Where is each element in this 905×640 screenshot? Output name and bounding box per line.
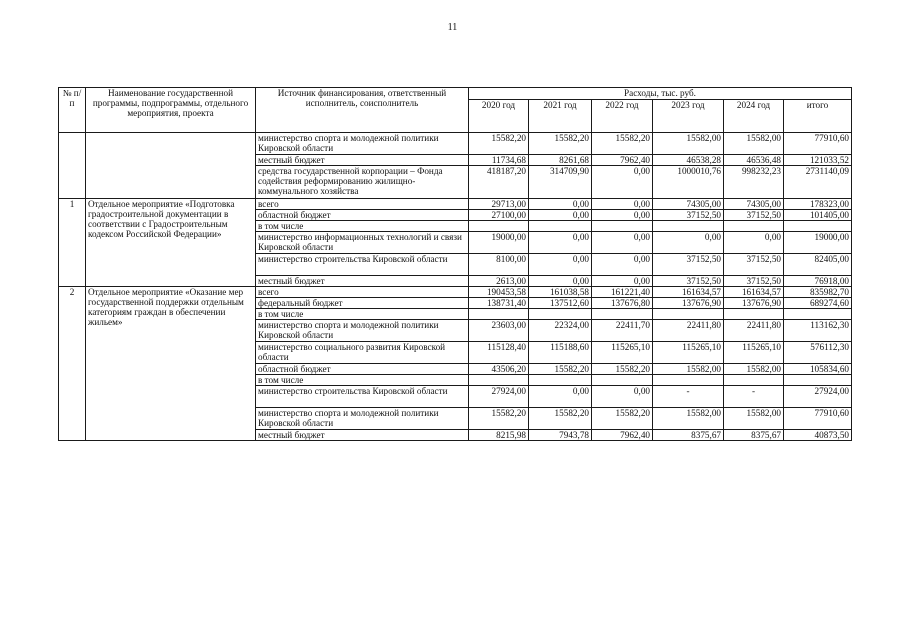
page-number: 11	[447, 22, 458, 33]
year-value-cell: 23603,00	[469, 320, 529, 342]
year-value-cell: 161038,58	[529, 287, 592, 298]
year-value-cell: 0,00	[592, 386, 653, 408]
total-cell: 77910,60	[784, 133, 852, 155]
header-year-2024: 2024 год	[724, 100, 784, 133]
funding-source: всего	[256, 287, 469, 298]
year-value-cell: 15582,20	[469, 133, 529, 155]
year-value-cell: 46538,28	[653, 155, 724, 166]
year-value-cell: 8100,00	[469, 254, 529, 276]
year-value-cell: 7962,40	[592, 155, 653, 166]
funding-source: федеральный бюджет	[256, 298, 469, 309]
year-value-cell: 115265,10	[653, 342, 724, 364]
year-value-cell	[469, 375, 529, 386]
year-value-cell	[529, 309, 592, 320]
year-value-cell	[653, 309, 724, 320]
year-value-cell: 15582,00	[724, 408, 784, 430]
year-value-cell: 22411,70	[592, 320, 653, 342]
funding-source: министерство спорта и молодежной политики Кировской области	[256, 320, 469, 342]
total-cell: 77910,60	[784, 408, 852, 430]
year-value-cell: 8375,67	[724, 430, 784, 441]
year-value-cell: 7962,40	[592, 430, 653, 441]
header-year-2020: 2020 год	[469, 100, 529, 133]
total-cell	[784, 221, 852, 232]
year-value-cell: 46536,48	[724, 155, 784, 166]
year-value-cell	[724, 375, 784, 386]
year-value-cell: 15582,20	[529, 408, 592, 430]
year-value-cell: 137676,80	[592, 298, 653, 309]
year-value-cell: 74305,00	[724, 199, 784, 210]
total-cell: 178323,00	[784, 199, 852, 210]
total-cell: 27924,00	[784, 386, 852, 408]
year-value-cell: 0,00	[653, 232, 724, 254]
year-value-cell: 37152,50	[653, 276, 724, 287]
year-value-cell: 22411,80	[724, 320, 784, 342]
row-number: 2	[59, 287, 86, 441]
year-value-cell: 11734,68	[469, 155, 529, 166]
year-value-cell	[592, 375, 653, 386]
year-value-cell: 0,00	[592, 166, 653, 199]
year-value-cell: 37152,50	[724, 210, 784, 221]
year-value-cell: 8375,67	[653, 430, 724, 441]
program-name: Отдельное мероприятие «Подготовка градостроительной документации в соответствии с Градостроительным кодексом Российской Федерации»	[86, 199, 256, 287]
funding-source: всего	[256, 199, 469, 210]
table-body	[59, 133, 852, 441]
funding-source: министерство спорта и молодежной политики Кировской области	[256, 133, 469, 155]
total-cell: 835982,70	[784, 287, 852, 298]
header-row-1	[59, 88, 852, 100]
year-value-cell: 29713,00	[469, 199, 529, 210]
year-value-cell: 27100,00	[469, 210, 529, 221]
year-value-cell: 8261,68	[529, 155, 592, 166]
program-name	[86, 133, 256, 199]
year-value-cell	[529, 375, 592, 386]
total-cell: 105834,60	[784, 364, 852, 375]
total-cell: 2731140,09	[784, 166, 852, 199]
year-value-cell	[469, 309, 529, 320]
year-value-cell: 115265,10	[592, 342, 653, 364]
year-value-cell: 0,00	[592, 210, 653, 221]
year-value-cell: 74305,00	[653, 199, 724, 210]
year-value-cell: 43506,20	[469, 364, 529, 375]
year-value-cell: 15582,00	[653, 364, 724, 375]
funding-source: министерство строительства Кировской области	[256, 386, 469, 408]
funding-source: министерство социального развития Кировской области	[256, 342, 469, 364]
budget-table	[58, 87, 852, 441]
year-value-cell: 137676,90	[724, 298, 784, 309]
row-number: 1	[59, 199, 86, 287]
year-value-cell: 0,00	[529, 254, 592, 276]
year-value-cell	[469, 221, 529, 232]
year-value-cell: 15582,20	[529, 364, 592, 375]
header-year-2023: 2023 год	[653, 100, 724, 133]
header-year-2021: 2021 год	[529, 100, 592, 133]
year-value-cell: 314709,90	[529, 166, 592, 199]
table-row	[59, 133, 852, 155]
header-year-2022: 2022 год	[592, 100, 653, 133]
year-value-cell: 22411,80	[653, 320, 724, 342]
year-value-cell: 161634,57	[724, 287, 784, 298]
year-value-cell: 998232,23	[724, 166, 784, 199]
year-value-cell	[653, 375, 724, 386]
total-cell: 101405,00	[784, 210, 852, 221]
year-value-cell: 138731,40	[469, 298, 529, 309]
header-expenses: Расходы, тыс. руб.	[469, 88, 852, 100]
year-value-cell: 0,00	[592, 232, 653, 254]
funding-source: в том числе	[256, 221, 469, 232]
header-total: итого	[784, 100, 852, 133]
funding-source: местный бюджет	[256, 276, 469, 287]
funding-source: областной бюджет	[256, 364, 469, 375]
year-value-cell: 115265,10	[724, 342, 784, 364]
total-cell: 689274,60	[784, 298, 852, 309]
year-value-cell: 8215,98	[469, 430, 529, 441]
year-value-cell: 7943,78	[529, 430, 592, 441]
funding-source: областной бюджет	[256, 210, 469, 221]
header-source: Источник финансирования, ответственный исполнитель, соисполнитель	[256, 88, 469, 133]
year-value-cell: 15582,00	[724, 364, 784, 375]
total-cell: 576112,30	[784, 342, 852, 364]
funding-source: министерство спорта и молодежной политики Кировской области	[256, 408, 469, 430]
year-value-cell: 37152,50	[653, 254, 724, 276]
funding-source: министерство информационных технологий и связи Кировской области	[256, 232, 469, 254]
year-value-cell: 15582,00	[724, 133, 784, 155]
total-cell	[784, 309, 852, 320]
year-value-cell: 0,00	[529, 232, 592, 254]
funding-source: министерство строительства Кировской области	[256, 254, 469, 276]
year-value-cell: 15582,20	[592, 364, 653, 375]
year-value-cell: 15582,20	[592, 408, 653, 430]
year-value-cell: 115128,40	[469, 342, 529, 364]
year-value-cell	[724, 221, 784, 232]
year-value-cell: 0,00	[529, 386, 592, 408]
funding-source: местный бюджет	[256, 430, 469, 441]
year-value-cell: 161634,57	[653, 287, 724, 298]
total-cell: 40873,50	[784, 430, 852, 441]
year-value-cell: -	[653, 386, 724, 408]
total-cell: 121033,52	[784, 155, 852, 166]
table-row	[59, 199, 852, 210]
year-value-cell: 1000010,76	[653, 166, 724, 199]
year-value-cell: 0,00	[592, 254, 653, 276]
total-cell: 113162,30	[784, 320, 852, 342]
funding-source: в том числе	[256, 375, 469, 386]
year-value-cell: -	[724, 386, 784, 408]
funding-source: местный бюджет	[256, 155, 469, 166]
year-value-cell: 0,00	[529, 210, 592, 221]
funding-source: в том числе	[256, 309, 469, 320]
year-value-cell: 15582,20	[529, 133, 592, 155]
year-value-cell: 37152,50	[724, 254, 784, 276]
year-value-cell: 0,00	[724, 232, 784, 254]
total-cell	[784, 375, 852, 386]
year-value-cell: 2613,00	[469, 276, 529, 287]
year-value-cell: 37152,50	[724, 276, 784, 287]
year-value-cell	[529, 221, 592, 232]
year-value-cell: 15582,00	[653, 408, 724, 430]
year-value-cell: 15582,20	[592, 133, 653, 155]
year-value-cell	[592, 221, 653, 232]
year-value-cell	[592, 309, 653, 320]
year-value-cell: 115188,60	[529, 342, 592, 364]
header-name: Наименование государственной программы, подпрограммы, отдельного мероприятия, проекта	[86, 88, 256, 133]
year-value-cell: 15582,00	[653, 133, 724, 155]
year-value-cell: 0,00	[592, 199, 653, 210]
year-value-cell: 418187,20	[469, 166, 529, 199]
table-row	[59, 287, 852, 298]
year-value-cell: 27924,00	[469, 386, 529, 408]
year-value-cell: 22324,00	[529, 320, 592, 342]
total-cell: 82405,00	[784, 254, 852, 276]
year-value-cell: 15582,20	[469, 408, 529, 430]
year-value-cell	[653, 221, 724, 232]
year-value-cell: 0,00	[529, 276, 592, 287]
program-name: Отдельное мероприятие «Оказание мер государственной поддержки отдельным категориям граждан в обеспечении жильем»	[86, 287, 256, 441]
year-value-cell: 0,00	[592, 276, 653, 287]
funding-source: средства государственной корпорации – Фонда содействия реформированию жилищно-коммунального хозяйства	[256, 166, 469, 199]
year-value-cell: 161221,40	[592, 287, 653, 298]
year-value-cell: 137676,90	[653, 298, 724, 309]
year-value-cell: 19000,00	[469, 232, 529, 254]
year-value-cell: 190453,58	[469, 287, 529, 298]
year-value-cell: 137512,60	[529, 298, 592, 309]
total-cell: 19000,00	[784, 232, 852, 254]
header-num: № п/п	[59, 88, 86, 133]
row-number	[59, 133, 86, 199]
year-value-cell: 0,00	[529, 199, 592, 210]
year-value-cell	[724, 309, 784, 320]
year-value-cell: 37152,50	[653, 210, 724, 221]
total-cell: 76918,00	[784, 276, 852, 287]
